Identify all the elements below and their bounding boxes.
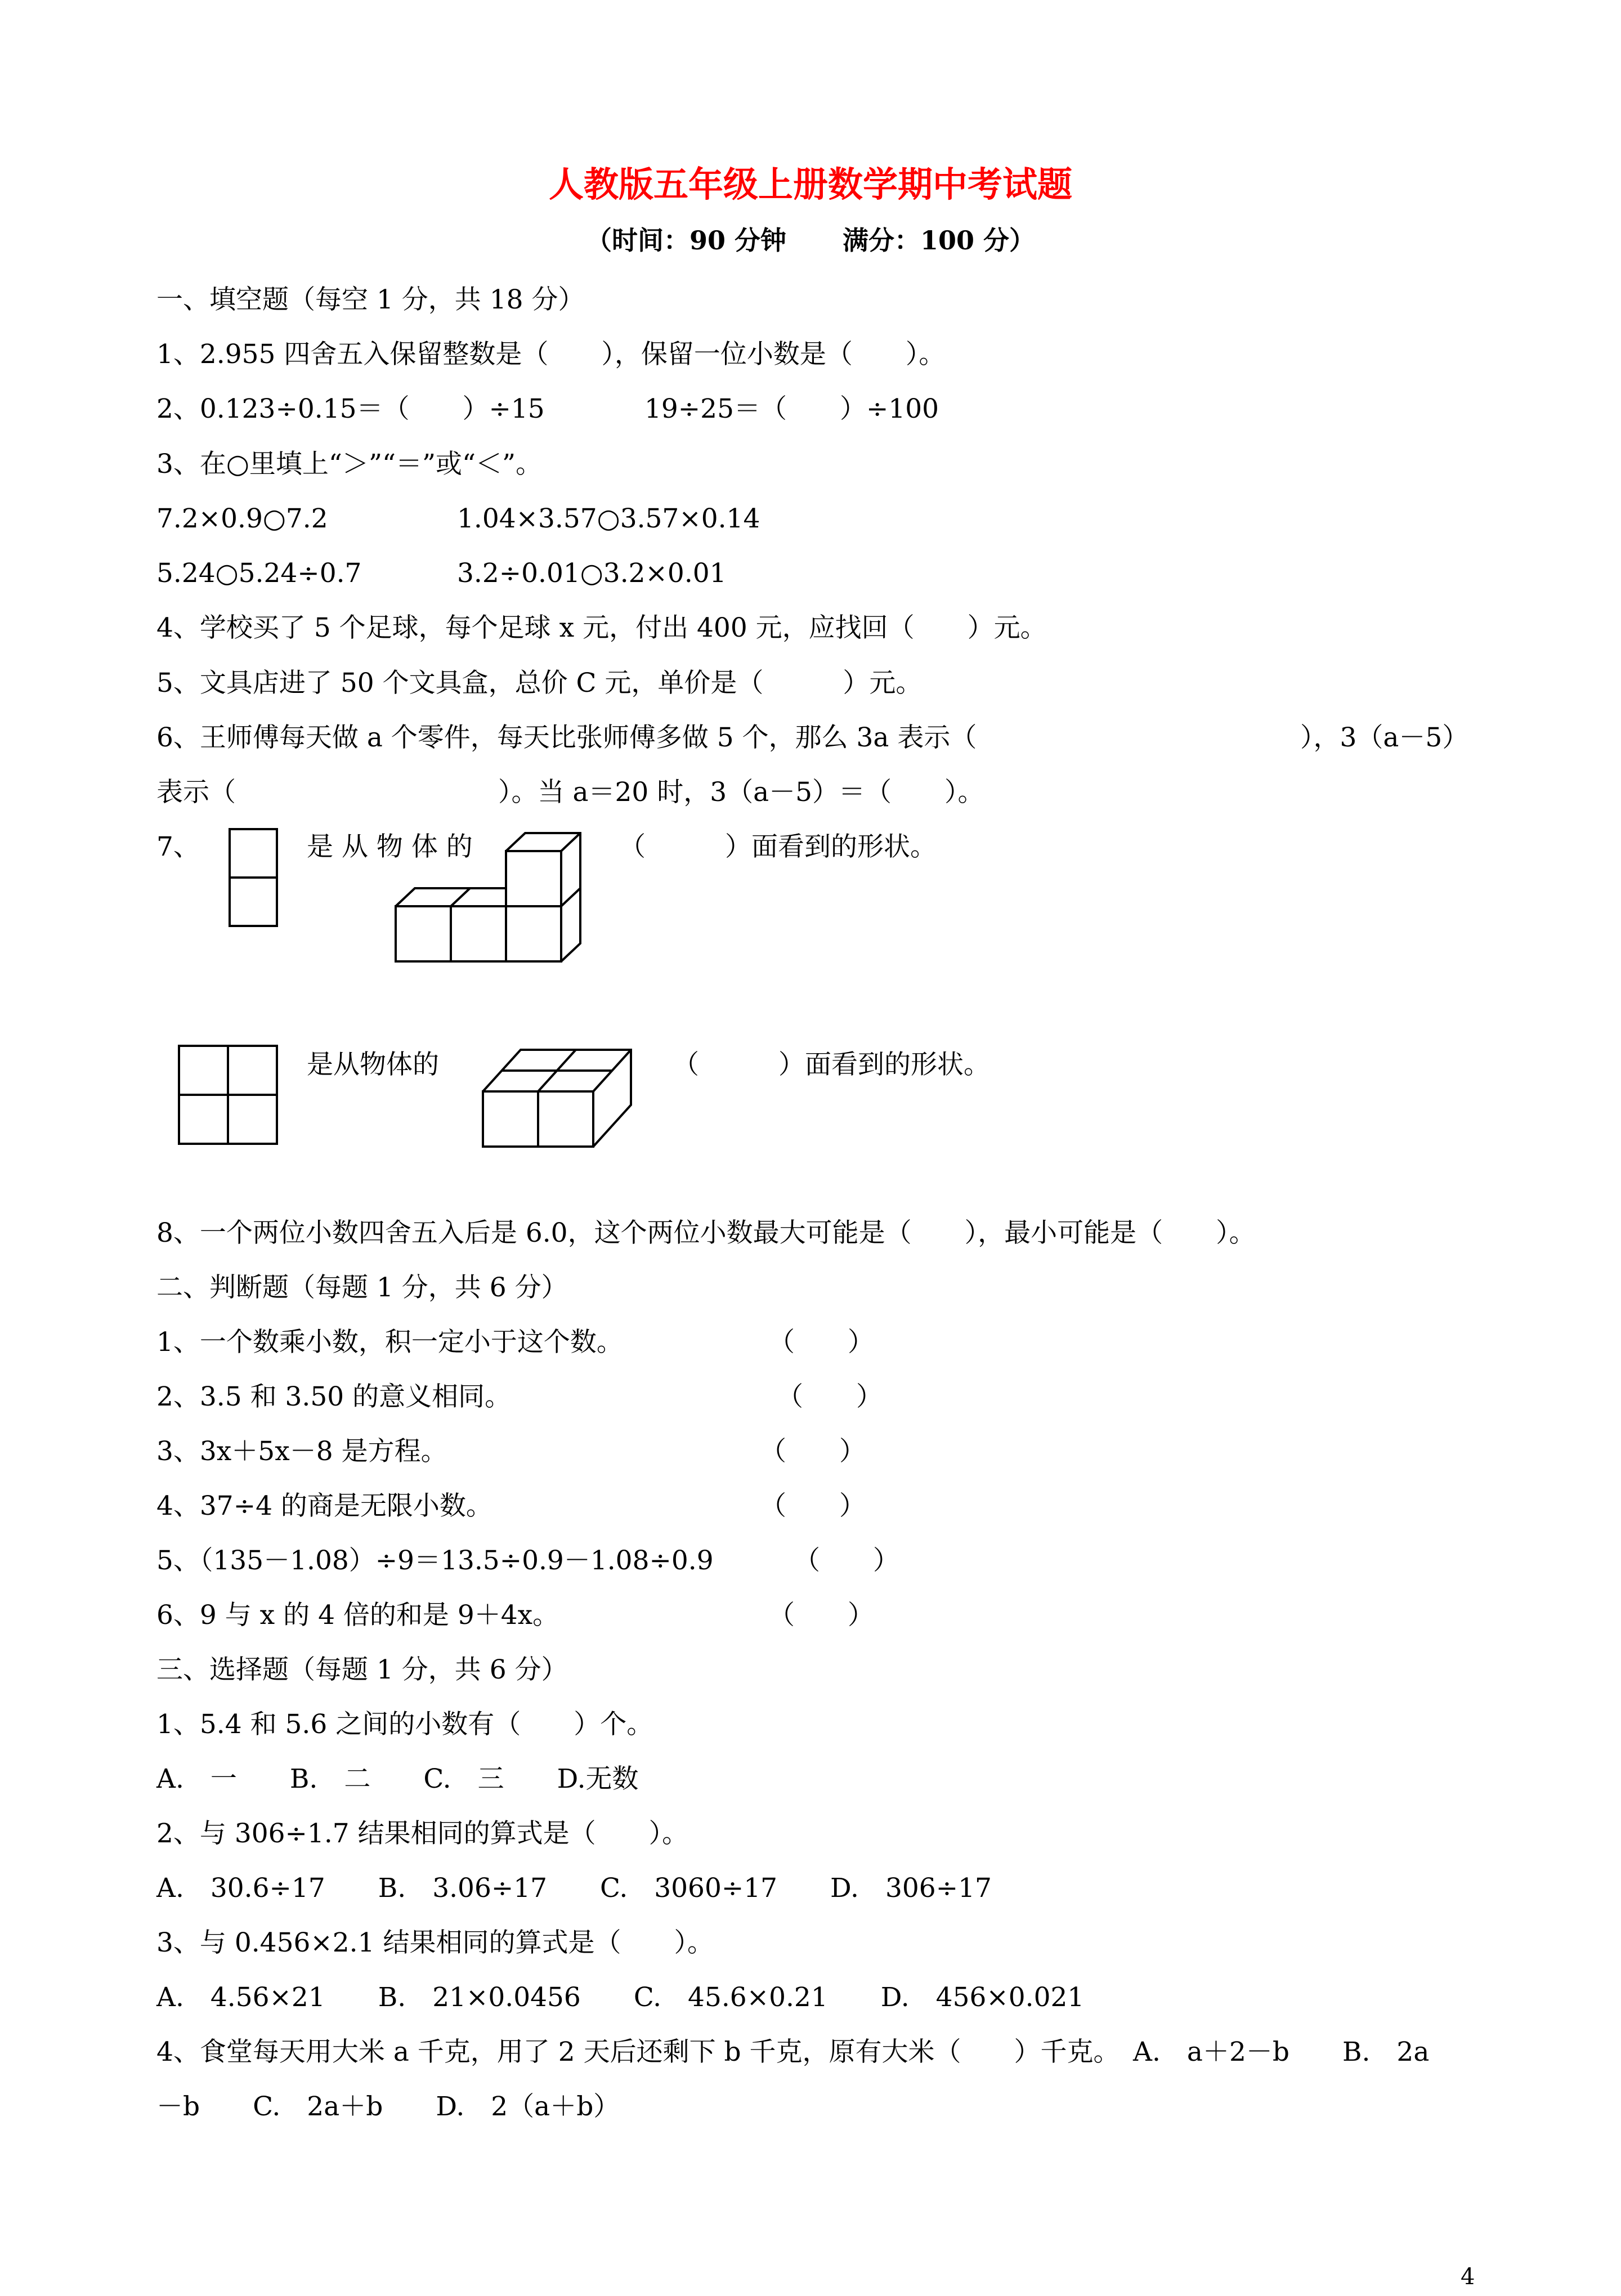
question: 5、文具店进了 50 个文具盒，总价 C 元，单价是（ ）元。: [156, 668, 923, 699]
question: 3、在○里填上“＞”“＝”或“＜”。: [156, 449, 543, 480]
answer-blank: （ ）: [768, 1600, 874, 1631]
question-part: 1.04×3.57○3.57×0.14: [457, 503, 760, 534]
question: 6、9 与 x 的 4 倍的和是 9＋4x。: [156, 1600, 559, 1631]
question: 1、2.955 四舍五入保留整数是（ ），保留一位小数是（ ）。: [156, 339, 946, 370]
answer-blank: （ ）: [760, 1491, 866, 1521]
question-options: A. 一 B. 二 C. 三 D.无数: [156, 1764, 639, 1794]
question-options: －b C. 2a＋b D. 2（a＋b）: [156, 2091, 620, 2122]
question: 6、王师傅每天做 a 个零件，每天比张师傅多做 5 个，那么 3a 表示（: [156, 722, 977, 753]
section-heading: 三、选择题（每题 1 分，共 6 分）: [156, 1654, 568, 1685]
answer-blank: （ ）: [794, 1545, 899, 1576]
question: 4、学校买了 5 个足球，每个足球 x 元，付出 400 元，应找回（ ）元。: [156, 612, 1047, 643]
question-options: A. 30.6÷17 B. 3.06÷17 C. 3060÷17 D. 306÷17: [156, 1873, 992, 1904]
answer-blank: （ ）: [760, 1436, 866, 1467]
answer-blank: （ ）: [777, 1381, 883, 1412]
question: 1、5.4 和 5.6 之间的小数有（ ）个。: [156, 1709, 653, 1740]
question-part: ），3（a－5）: [1300, 722, 1469, 753]
question: 3、与 0.456×2.1 结果相同的算式是（ ）。: [156, 1927, 714, 1958]
cube-block-figure: [481, 1044, 639, 1151]
question-part: 19÷25＝（ ）÷100: [644, 393, 939, 424]
cube-stack-figure: [394, 827, 585, 968]
section-heading: 二、判断题（每题 1 分，共 6 分）: [156, 1272, 568, 1303]
question: 4、37÷4 的商是无限小数。: [156, 1491, 492, 1521]
exam-score: 满分：100 分）: [842, 225, 1036, 256]
answer-blank: （ ）: [768, 1327, 874, 1358]
question-part: 7.2×0.9○7.2: [156, 503, 328, 534]
question: 2、3.5 和 3.50 的意义相同。: [156, 1381, 512, 1412]
question-part: 是从物体的: [307, 1049, 439, 1080]
question-part: （ ）面看到的形状。: [619, 831, 937, 862]
section-heading: 一、填空题（每空 1 分，共 18 分）: [156, 284, 585, 315]
question: 2、与 306÷1.7 结果相同的算式是（ ）。: [156, 1818, 689, 1849]
question-part: 3.2÷0.01○3.2×0.01: [457, 558, 727, 589]
page-number: 4: [1461, 2264, 1475, 2290]
question-part: （ ）面看到的形状。: [673, 1049, 990, 1080]
question: 5、（135－1.08）÷9＝13.5÷0.9－1.08÷0.9: [156, 1545, 714, 1576]
question: 2、0.123÷0.15＝（ ）÷15: [156, 393, 545, 424]
question: 4、食堂每天用大米 a 千克，用了 2 天后还剩下 b 千克，原有大米（ ）千克。 A. a＋2－b B. 2a: [156, 2037, 1430, 2067]
view-shape-vertical: [228, 827, 279, 934]
question-part: 5.24○5.24÷0.7: [156, 558, 362, 589]
question: 1、一个数乘小数，积一定小于这个数。: [156, 1327, 623, 1358]
exam-subtitle: [0, 221, 1621, 260]
question: 8、一个两位小数四舍五入后是 6.0，这个两位小数最大可能是（ ），最小可能是（ ）。: [156, 1218, 1256, 1248]
question: 3、3x＋5x－8 是方程。: [156, 1436, 447, 1467]
question-number: 7、: [156, 831, 200, 862]
question-options: A. 4.56×21 B. 21×0.0456 C. 45.6×0.21 D. 456×0.021: [156, 1982, 1085, 2013]
exam-time: （时间：90 分钟: [585, 225, 786, 256]
question-part: ）。当 a＝20 时，3（a－5）＝（ ）。: [498, 777, 984, 808]
page-title: 人教版五年级上册数学期中考试题: [548, 164, 1072, 205]
question-part: 是 从 物 体 的: [307, 831, 473, 862]
question-part: 表示（: [156, 777, 236, 808]
view-shape-grid: [177, 1044, 284, 1151]
